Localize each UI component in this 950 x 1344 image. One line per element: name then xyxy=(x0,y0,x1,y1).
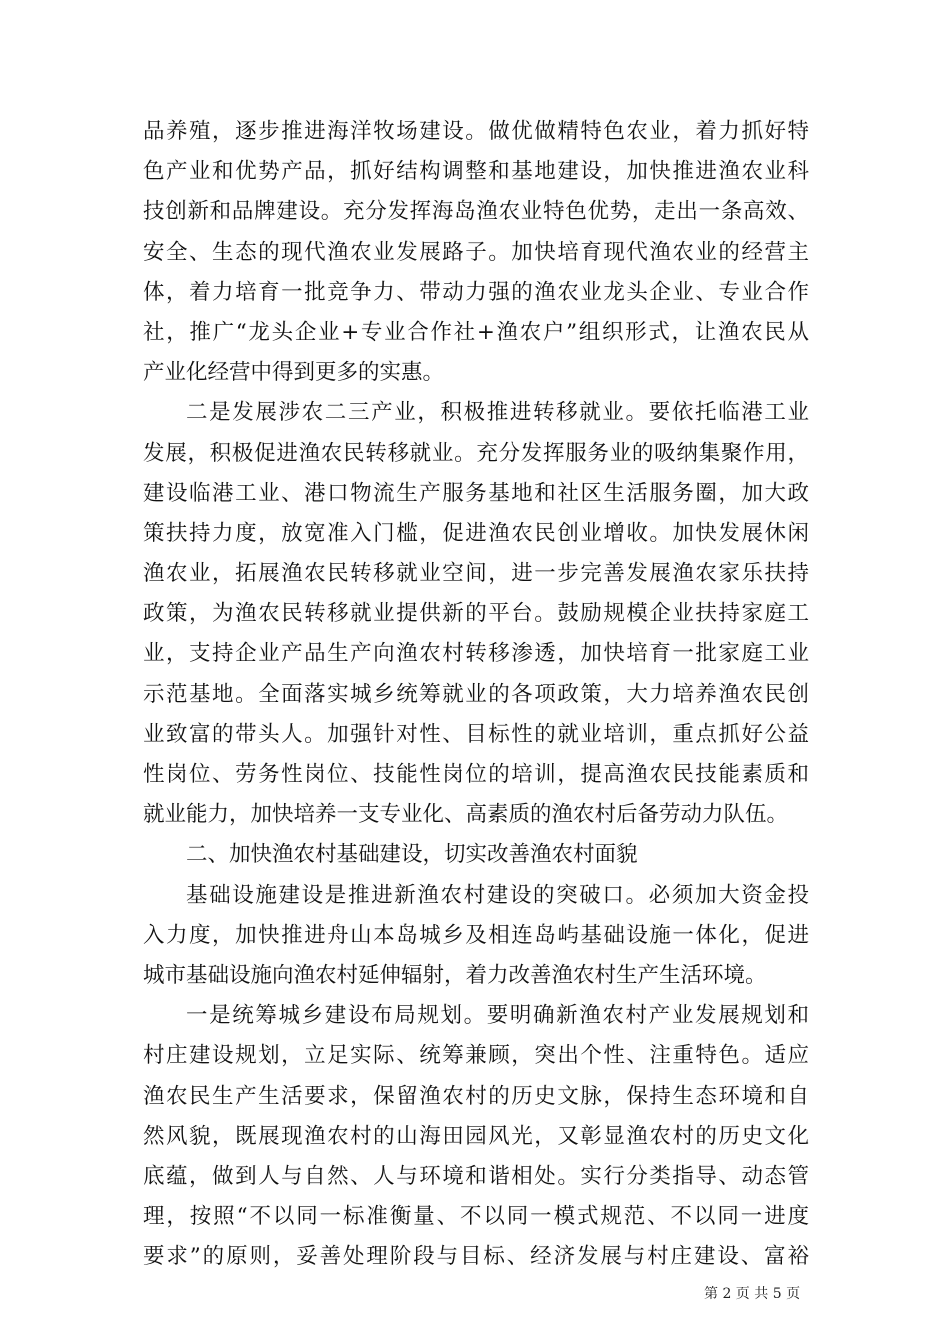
page-number-footer: 第 2 页 共 5 页 xyxy=(704,1286,801,1302)
text-line: 安全、生态的现代渔农业发展路子。加快培育现代渔农业的经营主 xyxy=(143,239,809,265)
text-line: 渔农民生产生活要求，保留渔农村的历史文脉，保持生态环境和自 xyxy=(143,1083,809,1109)
text-line: 色产业和优势产品，抓好结构调整和基地建设，加快推进渔农业科 xyxy=(143,159,809,185)
text-line: 城市基础设施向渔农村延伸辐射，着力改善渔农村生产生活环境。 xyxy=(143,962,767,988)
text-line: 业，支持企业产品生产向渔农村转移渗透，加快培育一批家庭工业 xyxy=(143,641,809,667)
text-line: 体，着力培育一批竞争力、带动力强的渔农业龙头企业、专业合作 xyxy=(143,279,809,305)
text-line: 政策，为渔农民转移就业提供新的平台。鼓励规模企业扶持家庭工 xyxy=(143,601,809,627)
text-line: 业致富的带头人。加强针对性、目标性的就业培训，重点抓好公益 xyxy=(143,721,809,747)
text-line: 渔农业，拓展渔农民转移就业空间，进一步完善发展渔农家乐扶持 xyxy=(143,561,809,587)
text-line: 品养殖，逐步推进海洋牧场建设。做优做精特色农业，着力抓好特 xyxy=(143,119,809,144)
text-line: 社，推广“龙头企业+专业合作社+渔农户”组织形式，让渔农民从 xyxy=(143,319,809,345)
text-line: 发展，积极促进渔农民转移就业。充分发挥服务业的吸纳集聚作用， xyxy=(143,440,809,466)
text-line: 底蕴，做到人与自然、人与环境和谐相处。实行分类指导、动态管 xyxy=(143,1163,809,1189)
text-line: 性岗位、劳务性岗位、技能性岗位的培训，提高渔农民技能素质和 xyxy=(143,762,809,787)
text-line: 然风貌，既展现渔农村的山海田园风光，又彰显渔农村的历史文化 xyxy=(143,1123,809,1149)
text-line: 村庄建设规划，立足实际、统筹兼顾，突出个性、注重特色。适应 xyxy=(143,1043,809,1069)
text-line: 要求”的原则，妥善处理阶段与目标、经济发展与村庄建设、富裕 xyxy=(143,1244,809,1270)
text-line: 就业能力，加快培养一支专业化、高素质的渔农村后备劳动力队伍。 xyxy=(143,802,789,828)
body-text xyxy=(143,112,809,1277)
text-line: 入力度，加快推进舟山本岛城乡及相连岛屿基础设施一体化，促进 xyxy=(143,922,809,948)
text-line: 理，按照“不以同一标准衡量、不以同一模式规范、不以同一进度 xyxy=(143,1204,809,1230)
text-line: 二是发展涉农二三产业，积极推进转移就业。要依托临港工业 xyxy=(186,400,809,426)
text-line: 基础设施建设是推进新渔农村建设的突破口。必须加大资金投 xyxy=(186,882,809,908)
text-line: 产业化经营中得到更多的实惠。 xyxy=(143,360,445,386)
text-line: 一是统筹城乡建设布局规划。要明确新渔农村产业发展规划和 xyxy=(186,1003,809,1029)
text-line: 策扶持力度，放宽准入门槛，促进渔农民创业增收。加快发展休闲 xyxy=(143,520,809,546)
text-line: 二、加快渔农村基础建设，切实改善渔农村面貌 xyxy=(186,842,638,868)
text-line: 示范基地。全面落实城乡统筹就业的各项政策，大力培养渔农民创 xyxy=(143,681,809,707)
text-line: 技创新和品牌建设。充分发挥海岛渔农业特色优势，走出一条高效、 xyxy=(143,199,809,225)
text-line: 建设临港工业、港口物流生产服务基地和社区生活服务圈，加大政 xyxy=(143,480,809,506)
